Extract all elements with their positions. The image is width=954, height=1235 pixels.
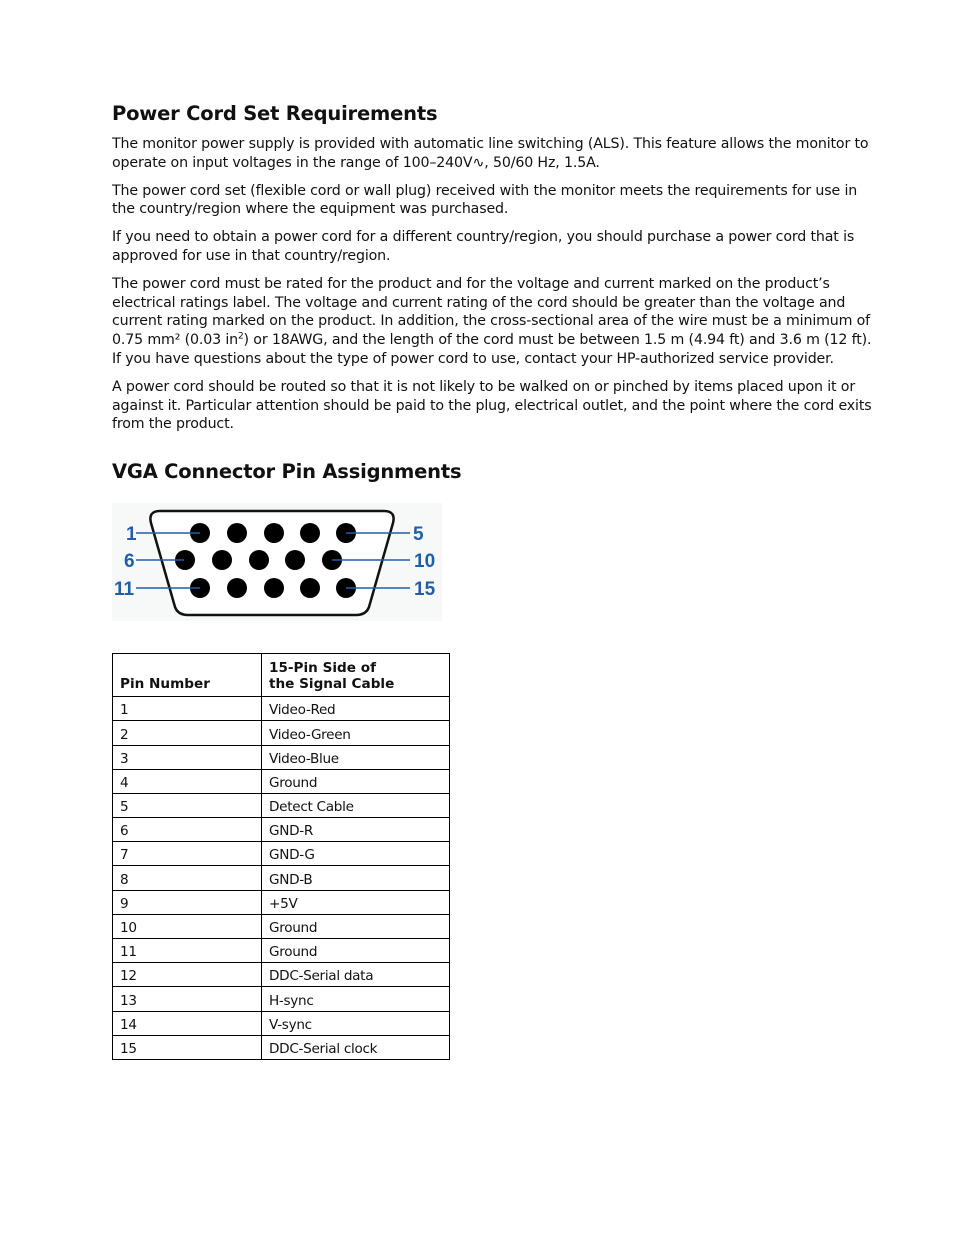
signal-cell: GND-B <box>262 866 450 890</box>
connector-pin <box>249 550 269 570</box>
table-row <box>113 939 450 963</box>
signal-cell: GND-G <box>262 842 450 866</box>
table-header-row <box>113 654 450 697</box>
signal-cell: DDC-Serial clock <box>262 1035 450 1059</box>
signal-cell: Video-Blue <box>262 745 450 769</box>
connector-pin <box>300 578 320 598</box>
pin-number-cell: 10 <box>113 914 262 938</box>
p4-part-a: The power cord must be rated for the product and for the voltage and current marked on the product’s electrical ratings label. The voltage and current rating of the cord should be greater than the voltage and current rating marked on the product. In addition, the cross-sectional area of the wire must be a minimum of 0.75 mm² (0.03 in <box>112 275 871 349</box>
pin-number-cell: 1 <box>113 697 262 721</box>
connector-pin <box>285 550 305 570</box>
pin-label-1: 1 <box>126 524 137 546</box>
pin-label-11: 11 <box>114 579 135 601</box>
power-cord-paragraph-2: The power cord set (flexible cord or wall plug) received with the monitor meets the requirements for use in the country/region where the equipment was purchased. <box>112 182 858 218</box>
table-row <box>113 769 450 793</box>
header-pin-number: Pin Number <box>113 654 262 697</box>
signal-cell: GND-R <box>262 818 450 842</box>
pin-number-cell: 4 <box>113 769 262 793</box>
pin-number-cell: 14 <box>113 1011 262 1035</box>
pin-number-cell: 2 <box>113 721 262 745</box>
vga-connector-svg <box>112 503 442 621</box>
power-cord-paragraph-5: A power cord should be routed so that it is not likely to be walked on or pinched by items placed upon it or against it. Particular attention should be paid to the plug, electrical outlet, and the point where the cord exits from the product. <box>112 378 872 433</box>
signal-cell: Video-Green <box>262 721 450 745</box>
signal-cell: Ground <box>262 769 450 793</box>
pin-number-cell: 8 <box>113 866 262 890</box>
signal-cell: DDC-Serial data <box>262 963 450 987</box>
table-row <box>113 1035 450 1059</box>
table-row <box>113 745 450 769</box>
document-page <box>112 100 882 1060</box>
table-row <box>113 866 450 890</box>
pin-number-cell: 9 <box>113 890 262 914</box>
table-row <box>113 1011 450 1035</box>
pin-label-6: 6 <box>124 551 135 573</box>
connector-pin <box>264 578 284 598</box>
pin-number-cell: 3 <box>113 745 262 769</box>
p4-part-b: ) or 18AWG, and the length of the cord must be between 1.5 m (4.94 ft) and 3.6 m (12 ft). If you have questions about the type of power cord to use, contact your HP-authorized service provider. <box>112 332 872 367</box>
signal-cell: H-sync <box>262 987 450 1011</box>
signal-cell: Ground <box>262 939 450 963</box>
p4-superscript: 2 <box>237 331 244 342</box>
vga-heading: VGA Connector Pin Assignments <box>112 460 462 484</box>
signal-cell: +5V <box>262 890 450 914</box>
table-row <box>113 842 450 866</box>
pin-number-cell: 12 <box>113 963 262 987</box>
pin-label-10: 10 <box>414 551 436 573</box>
connector-pin <box>212 550 232 570</box>
pin-label-5: 5 <box>413 524 424 546</box>
pin-number-cell: 6 <box>113 818 262 842</box>
table-row <box>113 697 450 721</box>
table-row <box>113 793 450 817</box>
signal-cell: Detect Cable <box>262 793 450 817</box>
table-row <box>113 721 450 745</box>
power-cord-heading: Power Cord Set Requirements <box>112 102 438 125</box>
table-row <box>113 987 450 1011</box>
vga-pin-table <box>112 653 450 1060</box>
header-signal-cable: 15-Pin Side of the Signal Cable <box>262 654 450 697</box>
pin-number-cell: 13 <box>113 987 262 1011</box>
connector-pin <box>227 578 247 598</box>
vga-connector-diagram <box>112 503 442 621</box>
connector-pin <box>264 523 284 543</box>
pin-number-cell: 7 <box>113 842 262 866</box>
signal-cell: V-sync <box>262 1011 450 1035</box>
power-cord-paragraph-1: The monitor power supply is provided with automatic line switching (ALS). This feature allows the monitor to operate on input voltages in the range of 100–240V∿, 50/60 Hz, 1.5A. <box>112 136 869 171</box>
pin-number-cell: 11 <box>113 939 262 963</box>
table-body <box>113 697 450 1060</box>
pin-label-15: 15 <box>414 579 436 601</box>
power-cord-paragraph-4 <box>112 275 882 369</box>
table-row <box>113 914 450 938</box>
connector-pin <box>227 523 247 543</box>
pin-number-cell: 15 <box>113 1035 262 1059</box>
signal-cell: Video-Red <box>262 697 450 721</box>
connector-pin <box>300 523 320 543</box>
table-row <box>113 963 450 987</box>
table-row <box>113 890 450 914</box>
power-cord-paragraph-3: If you need to obtain a power cord for a different country/region, you should purchase a power cord that is approved for use in that country/region. <box>112 229 855 264</box>
pin-number-cell: 5 <box>113 793 262 817</box>
table-row <box>113 818 450 842</box>
signal-cell: Ground <box>262 914 450 938</box>
